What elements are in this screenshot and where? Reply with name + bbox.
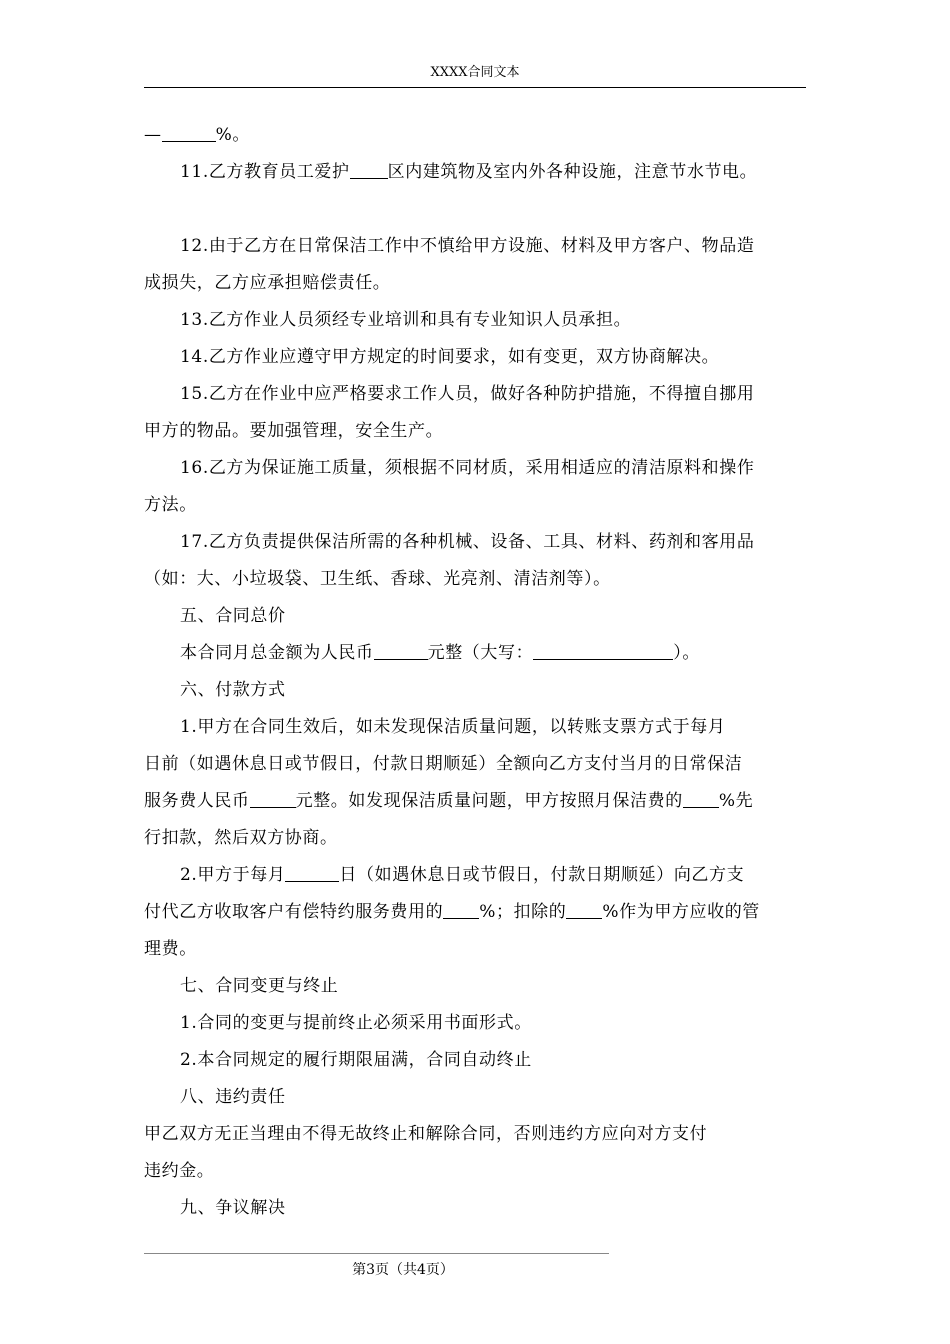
text-line: 付代乙方收取客户有偿特约服务费用的 %；扣除的 %作为甲方应收的管 (144, 902, 760, 922)
text-line: — %。 (144, 125, 250, 145)
section-heading: 九、争议解决 (180, 1198, 286, 1218)
page-number: 第3页（共4页） (352, 1262, 454, 1278)
section-heading: 六、付款方式 (180, 680, 286, 700)
clause-15: 15.乙方在作业中应严格要求工作人员，做好各种防护措施，不得擅自挪用 (180, 384, 755, 404)
text-line: 甲方的物品。要加强管理，安全生产。 (144, 421, 444, 441)
change-clause-1: 1.合同的变更与提前终止必须采用书面形式。 (180, 1013, 532, 1033)
breach-clause: 甲乙双方无正当理由不得无故终止和解除合同，否则违约方应向对方支付 (144, 1124, 708, 1144)
blank-field (162, 124, 216, 142)
text-line: 成损失，乙方应承担赔偿责任。 (144, 273, 391, 293)
text-line: 方法。 (144, 495, 197, 515)
blank-field (250, 790, 296, 808)
clause-12: 12.由于乙方在日常保洁工作中不慎给甲方设施、材料及甲方客户、物品造 (180, 236, 755, 256)
section-heading: 七、合同变更与终止 (180, 976, 339, 996)
price-line: 本合同月总金额为人民币 元整（大写： ）。 (180, 643, 700, 663)
text-line: 日前（如遇休息日或节假日，付款日期顺延）全额向乙方支付当月的日常保洁 (144, 754, 743, 774)
payment-clause-2: 2.甲方于每月 日（如遇休息日或节假日，付款日期顺延）向乙方支 (180, 865, 745, 885)
header-rule (144, 87, 806, 88)
text-line: （如：大、小垃圾袋、卫生纸、香球、光亮剂、清洁剂等）。 (144, 569, 611, 589)
footer-rule (144, 1253, 609, 1254)
blank-field (683, 790, 719, 808)
clause-11: 11.乙方教育员工爱护 区内建筑物及室内外各种设施，注意节水节电。 (180, 162, 758, 182)
blank-field (285, 864, 339, 882)
clause-13: 13.乙方作业人员须经专业培训和具有专业知识人员承担。 (180, 310, 632, 330)
blank-field (566, 901, 602, 919)
page-header: XXXX合同文本 (430, 65, 520, 80)
payment-clause-1: 1.甲方在合同生效后，如未发现保洁质量问题，以转账支票方式于每月 (180, 717, 726, 737)
clause-16: 16.乙方为保证施工质量，须根据不同材质，采用相适应的清洁原料和操作 (180, 458, 755, 478)
text-line: 违约金。 (144, 1161, 215, 1181)
clause-14: 14.乙方作业应遵守甲方规定的时间要求，如有变更，双方协商解决。 (180, 347, 720, 367)
clause-17: 17.乙方负责提供保洁所需的各种机械、设备、工具、材料、药剂和客用品 (180, 532, 755, 552)
blank-field (443, 901, 479, 919)
text-line: 理费。 (144, 939, 197, 959)
blank-field (374, 642, 428, 660)
blank-field (350, 161, 388, 179)
text-line: 服务费人民币 元整。如发现保洁质量问题，甲方按照月保洁费的 %先 (144, 791, 754, 811)
text-line: 行扣款，然后双方协商。 (144, 828, 338, 848)
spacer (144, 191, 812, 228)
document-body (144, 117, 812, 1227)
section-heading: 八、违约责任 (180, 1087, 286, 1107)
change-clause-2: 2.本合同规定的履行期限届满，合同自动终止 (180, 1050, 532, 1070)
blank-field (533, 642, 673, 660)
section-heading: 五、合同总价 (180, 606, 286, 626)
